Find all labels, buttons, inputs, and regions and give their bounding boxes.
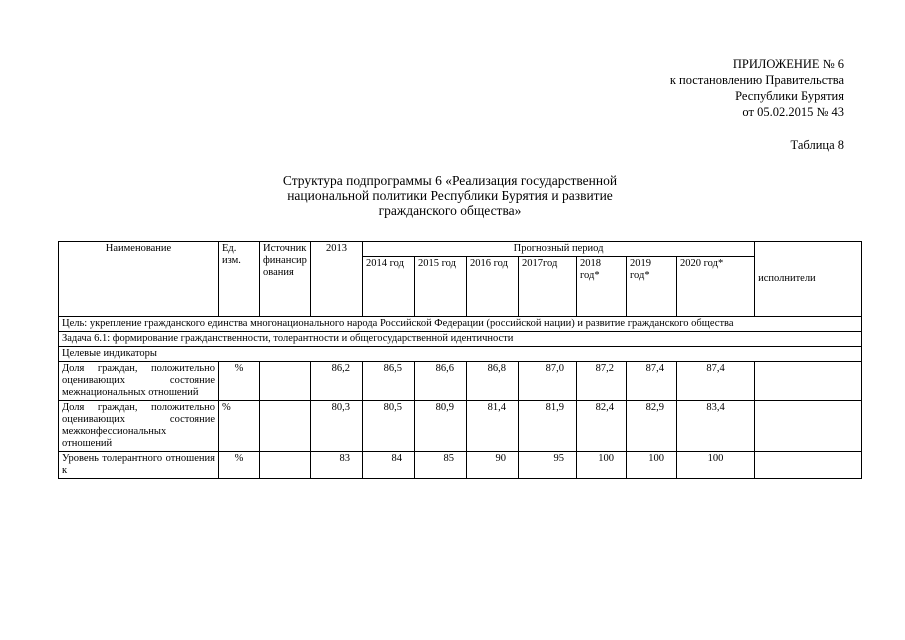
indicator-name: Доля граждан, положительно оценивающих состояние межконфессиональных отношений [59,401,219,452]
indicators-label: Целевые индикаторы [59,347,862,362]
appendix-number: ПРИЛОЖЕНИЕ № 6 [732,57,844,71]
indicator-executors [755,362,862,401]
task-text: Задача 6.1: формирование гражданственности, толерантности и общегосударственной идентичности [59,332,862,347]
indicator-executors [755,452,862,479]
indicator-unit: % [219,362,260,401]
col-header-2014: 2014 год [363,257,415,317]
table-number: Таблица 8 [790,138,844,152]
value-2013: 86,2 [311,362,363,401]
indicator-name: Уровень толерантного отношения к [59,452,219,479]
indicators-row [59,347,862,362]
col-header-forecast: Прогнозный период [363,242,755,257]
subprogram-structure-table [58,241,862,479]
appendix-republic: Республики Бурятия [735,89,844,103]
indicator-unit: % [219,401,260,452]
value-2020: 87,4 [677,362,755,401]
value-2018: 82,4 [577,401,627,452]
appendix-header [670,56,844,120]
value-2016: 86,8 [467,362,519,401]
col-header-executors [755,242,862,317]
value-2019: 82,9 [627,401,677,452]
value-2015: 85 [415,452,467,479]
value-2013: 80,3 [311,401,363,452]
col-header-2015: 2015 год [415,257,467,317]
indicator-source [260,401,311,452]
col-header-2017: 2017год [519,257,577,317]
table-row [59,362,862,401]
header-row-1 [59,242,862,257]
value-2014: 80,5 [363,401,415,452]
goal-row [59,317,862,332]
title-line-3: гражданского общества» [378,203,522,218]
col-header-2018: 2018 год* [577,257,627,317]
indicator-source [260,362,311,401]
task-row [59,332,862,347]
col-header-2016: 2016 год [467,257,519,317]
appendix-date: от 05.02.2015 № 43 [742,105,844,119]
value-2016: 90 [467,452,519,479]
appendix-resolution: к постановлению Правительства [669,73,844,87]
value-2015: 86,6 [415,362,467,401]
indicator-unit: % [219,452,260,479]
col-header-unit: Ед. изм. [219,242,260,317]
executors-label: исполнители [758,273,816,284]
col-header-2019: 2019 год* [627,257,677,317]
value-2014: 84 [363,452,415,479]
value-2019: 100 [627,452,677,479]
value-2017: 81,9 [519,401,577,452]
indicator-name: Доля граждан, положительно оценивающих состояние межнациональных отношений [59,362,219,401]
document-title [230,173,670,218]
title-line-2: национальной политики Республики Бурятия и развитие [287,188,613,203]
value-2017: 95 [519,452,577,479]
col-header-2020: 2020 год* [677,257,755,317]
value-2019: 87,4 [627,362,677,401]
value-2016: 81,4 [467,401,519,452]
indicator-executors [755,401,862,452]
table-row [59,401,862,452]
value-2018: 87,2 [577,362,627,401]
col-header-2013: 2013 [311,242,363,317]
col-header-name: Наименование [59,242,219,317]
title-line-1: Структура подпрограммы 6 «Реализация государственной [282,173,618,188]
value-2020: 83,4 [677,401,755,452]
value-2017: 87,0 [519,362,577,401]
value-2013: 83 [311,452,363,479]
value-2020: 100 [677,452,755,479]
value-2014: 86,5 [363,362,415,401]
value-2015: 80,9 [415,401,467,452]
col-header-source: Источник финансирования [260,242,311,317]
value-2018: 100 [577,452,627,479]
indicator-source [260,452,311,479]
goal-text: Цель: укрепление гражданского единства многонационального народа Российской Федерации (российской нации) и развитие гражданского общества [59,317,862,332]
table-row [59,452,862,479]
